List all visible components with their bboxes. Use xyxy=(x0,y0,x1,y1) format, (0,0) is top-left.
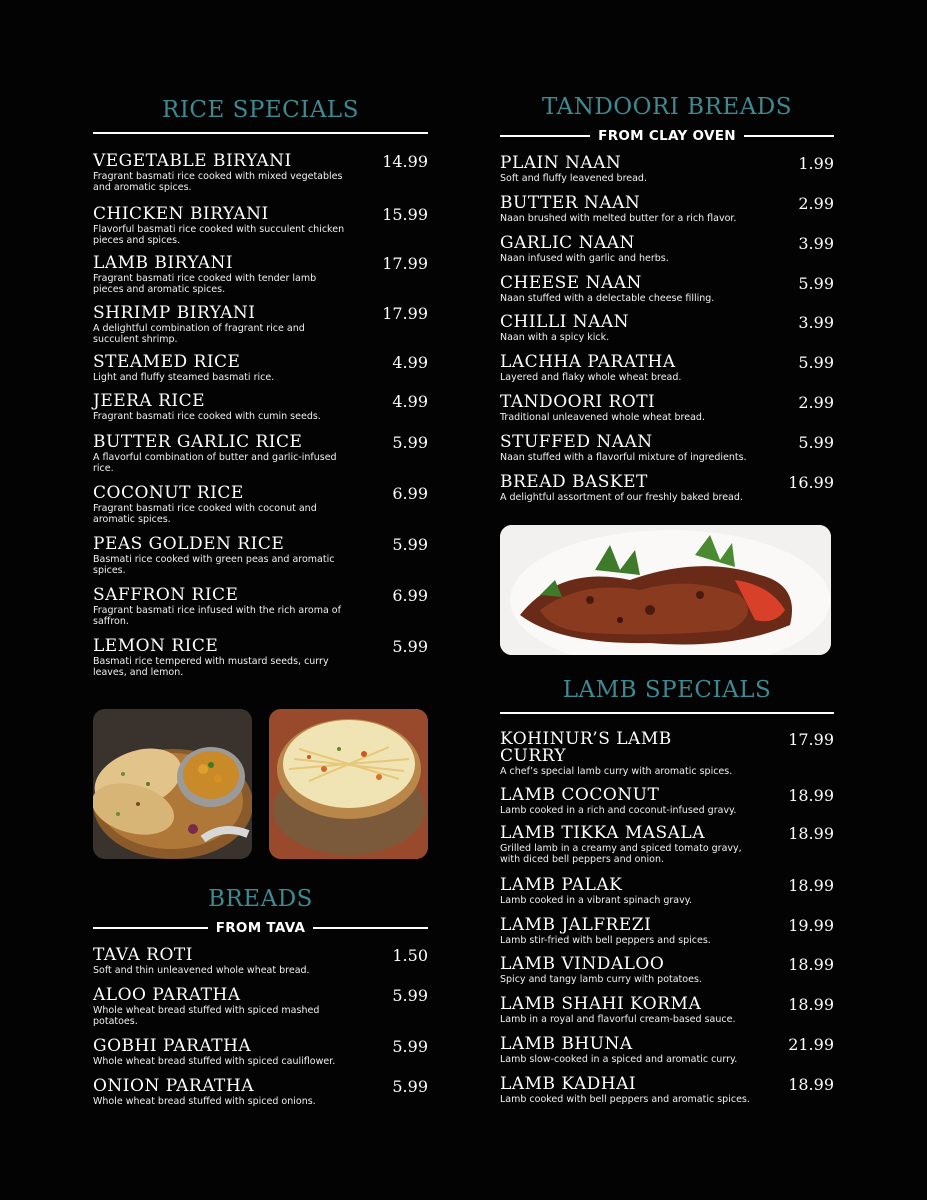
breads-title: BREADS xyxy=(208,886,313,912)
menu-item xyxy=(500,394,834,423)
item-description: Lamb cooked in a rich and coconut-infused gravy. xyxy=(500,805,737,816)
item-price: 18.99 xyxy=(788,955,834,974)
item-description: Light and fluffy steamed basmati rice. xyxy=(93,372,275,383)
menu-item xyxy=(500,877,834,906)
item-description: A flavorful combination of butter and garlic-infused rice. xyxy=(93,452,337,474)
item-name: KOHINUR’S LAMB CURRY xyxy=(500,729,672,766)
item-price: 5.99 xyxy=(392,637,428,656)
item-price: 5.99 xyxy=(392,433,428,452)
menu-item xyxy=(93,305,428,345)
item-name: CHEESE NAAN xyxy=(500,273,642,293)
item-price: 5.99 xyxy=(392,1037,428,1056)
menu-item xyxy=(500,917,834,946)
item-name: PEAS GOLDEN RICE xyxy=(93,534,285,554)
item-price: 18.99 xyxy=(788,876,834,895)
item-price: 18.99 xyxy=(788,786,834,805)
item-name: TANDOORI ROTI xyxy=(500,392,656,412)
item-name: BUTTER NAAN xyxy=(500,193,641,213)
item-description: Soft and thin unleavened whole wheat bread. xyxy=(93,965,310,976)
item-description: Whole wheat bread stuffed with spiced cauliflower. xyxy=(93,1056,336,1067)
item-description: Grilled lamb in a creamy and spiced tomato gravy, with diced bell peppers and onion. xyxy=(500,843,742,865)
item-description: Soft and fluffy leavened bread. xyxy=(500,173,647,184)
item-description: Layered and flaky whole wheat bread. xyxy=(500,372,682,383)
menu-item xyxy=(93,153,428,193)
item-name: JEERA RICE xyxy=(93,391,206,411)
item-price: 17.99 xyxy=(382,304,428,323)
item-description: Whole wheat bread stuffed with spiced onions. xyxy=(93,1096,316,1107)
item-name: LAMB BHUNA xyxy=(500,1034,633,1054)
menu-item xyxy=(500,1076,834,1105)
menu-item xyxy=(93,255,428,295)
breads-subtitle-bar xyxy=(93,920,428,936)
item-price: 21.99 xyxy=(788,1035,834,1054)
menu-item xyxy=(93,947,428,976)
item-description: Fragrant basmati rice cooked with mixed vegetables and aromatic spices. xyxy=(93,171,343,193)
menu-item xyxy=(500,825,834,865)
item-price: 2.99 xyxy=(798,194,834,213)
tandoori-subtitle-bar xyxy=(500,128,834,144)
item-description: A delightful combination of fragrant rice and succulent shrimp. xyxy=(93,323,305,345)
item-price: 15.99 xyxy=(382,205,428,224)
item-description: Spicy and tangy lamb curry with potatoes. xyxy=(500,974,702,985)
item-description: Fragrant basmati rice cooked with cumin seeds. xyxy=(93,411,321,422)
item-price: 4.99 xyxy=(392,392,428,411)
item-name: TAVA ROTI xyxy=(93,945,193,965)
menu-item xyxy=(93,1078,428,1107)
menu-item xyxy=(93,485,428,525)
item-name: PLAIN NAAN xyxy=(500,153,622,173)
menu-item xyxy=(500,275,834,304)
item-description: Lamb stir-fried with bell peppers and spices. xyxy=(500,935,711,946)
item-price: 18.99 xyxy=(788,824,834,843)
item-price: 18.99 xyxy=(788,1075,834,1094)
item-name: LACHHA PARATHA xyxy=(500,352,676,372)
rice-specials-divider xyxy=(93,132,428,134)
item-name: BREAD BASKET xyxy=(500,472,648,492)
menu-item xyxy=(500,996,834,1025)
item-name: BUTTER GARLIC RICE xyxy=(93,432,303,452)
item-price: 16.99 xyxy=(788,473,834,492)
item-description: Fragrant basmati rice infused with the rich aroma of saffron. xyxy=(93,605,341,627)
item-name: LAMB BIRYANI xyxy=(93,253,234,273)
item-name: SAFFRON RICE xyxy=(93,585,239,605)
item-name: LAMB PALAK xyxy=(500,875,623,895)
item-description: Naan brushed with melted butter for a rich flavor. xyxy=(500,213,737,224)
menu-item xyxy=(93,354,428,383)
menu-item xyxy=(93,434,428,474)
naan-curry-photo xyxy=(93,709,252,859)
item-description: Naan stuffed with a flavorful mixture of ingredients. xyxy=(500,452,747,463)
item-name: GOBHI PARATHA xyxy=(93,1036,252,1056)
lamb-dish-photo xyxy=(500,525,831,655)
item-price: 2.99 xyxy=(798,393,834,412)
divider xyxy=(313,927,428,929)
item-description: Flavorful basmati rice cooked with succulent chicken pieces and spices. xyxy=(93,224,345,246)
item-price: 3.99 xyxy=(798,234,834,253)
item-price: 17.99 xyxy=(382,254,428,273)
menu-item xyxy=(93,393,428,422)
item-price: 5.99 xyxy=(392,1077,428,1096)
item-name: LAMB JALFREZI xyxy=(500,915,652,935)
item-name: GARLIC NAAN xyxy=(500,233,635,253)
item-price: 14.99 xyxy=(382,152,428,171)
item-price: 5.99 xyxy=(798,274,834,293)
item-name: VEGETABLE BIRYANI xyxy=(93,151,292,171)
breads-subtitle: FROM TAVA xyxy=(215,920,306,936)
menu-item xyxy=(500,195,834,224)
menu-item xyxy=(500,787,834,816)
item-price: 5.99 xyxy=(392,986,428,1005)
menu-item xyxy=(500,956,834,985)
rice-specials-title: RICE SPECIALS xyxy=(162,97,359,123)
menu-item xyxy=(93,638,428,678)
item-name: SHRIMP BIRYANI xyxy=(93,303,256,323)
menu-item xyxy=(500,434,834,463)
menu-item xyxy=(93,1038,428,1067)
item-description: Fragrant basmati rice cooked with coconut and aromatic spices. xyxy=(93,503,317,525)
item-description: Basmati rice cooked with green peas and aromatic spices. xyxy=(93,554,335,576)
item-price: 4.99 xyxy=(392,353,428,372)
item-name: LEMON RICE xyxy=(93,636,219,656)
menu-item xyxy=(500,1036,834,1065)
item-price: 17.99 xyxy=(788,730,834,749)
menu-item xyxy=(93,987,428,1027)
item-description: Lamb slow-cooked in a spiced and aromatic curry. xyxy=(500,1054,738,1065)
item-name: LAMB TIKKA MASALA xyxy=(500,823,705,843)
item-price: 1.99 xyxy=(798,154,834,173)
item-description: Lamb in a royal and flavorful cream-based sauce. xyxy=(500,1014,736,1025)
item-price: 6.99 xyxy=(392,586,428,605)
item-price: 19.99 xyxy=(788,916,834,935)
tandoori-subtitle: FROM CLAY OVEN xyxy=(598,128,736,144)
item-price: 3.99 xyxy=(798,313,834,332)
item-description: Lamb cooked in a vibrant spinach gravy. xyxy=(500,895,693,906)
lamb-specials-title: LAMB SPECIALS xyxy=(562,677,772,703)
menu-item xyxy=(500,354,834,383)
item-price: 6.99 xyxy=(392,484,428,503)
item-price: 1.50 xyxy=(392,946,428,965)
item-description: Lamb cooked with bell peppers and aromatic spices. xyxy=(500,1094,750,1105)
divider xyxy=(93,927,208,929)
item-name: LAMB KADHAI xyxy=(500,1074,637,1094)
item-description: Traditional unleavened whole wheat bread. xyxy=(500,412,705,423)
menu-item xyxy=(93,587,428,627)
divider xyxy=(744,135,834,137)
item-name: STUFFED NAAN xyxy=(500,432,653,452)
menu-item xyxy=(500,731,834,777)
item-description: Fragrant basmati rice cooked with tender lamb pieces and aromatic spices. xyxy=(93,273,317,295)
menu-item xyxy=(500,474,834,503)
item-price: 5.99 xyxy=(392,535,428,554)
menu-item xyxy=(500,235,834,264)
menu-item xyxy=(93,206,428,246)
item-name: COCONUT RICE xyxy=(93,483,244,503)
item-name: LAMB COCONUT xyxy=(500,785,660,805)
item-name: LAMB VINDALOO xyxy=(500,954,665,974)
item-price: 18.99 xyxy=(788,995,834,1014)
item-name: CHILLI NAAN xyxy=(500,312,630,332)
rice-bowl-photo xyxy=(269,709,428,859)
item-price: 5.99 xyxy=(798,353,834,372)
item-price: 5.99 xyxy=(798,433,834,452)
item-name: CHICKEN BIRYANI xyxy=(93,204,269,224)
item-name: STEAMED RICE xyxy=(93,352,241,372)
item-name: ONION PARATHA xyxy=(93,1076,254,1096)
divider xyxy=(500,135,590,137)
item-description: A delightful assortment of our freshly baked bread. xyxy=(500,492,743,503)
menu-item xyxy=(500,314,834,343)
menu-item xyxy=(500,155,834,184)
item-name: ALOO PARATHA xyxy=(93,985,241,1005)
item-description: Naan with a spicy kick. xyxy=(500,332,610,343)
item-description: Naan stuffed with a delectable cheese filling. xyxy=(500,293,715,304)
item-description: Naan infused with garlic and herbs. xyxy=(500,253,669,264)
menu-item xyxy=(93,536,428,576)
item-description: A chef’s special lamb curry with aromatic spices. xyxy=(500,766,733,777)
tandoori-breads-title: TANDOORI BREADS xyxy=(542,94,792,120)
lamb-specials-divider xyxy=(500,712,834,714)
item-name: LAMB SHAHI KORMA xyxy=(500,994,702,1014)
item-description: Whole wheat bread stuffed with spiced mashed potatoes. xyxy=(93,1005,320,1027)
item-description: Basmati rice tempered with mustard seeds, curry leaves, and lemon. xyxy=(93,656,329,678)
